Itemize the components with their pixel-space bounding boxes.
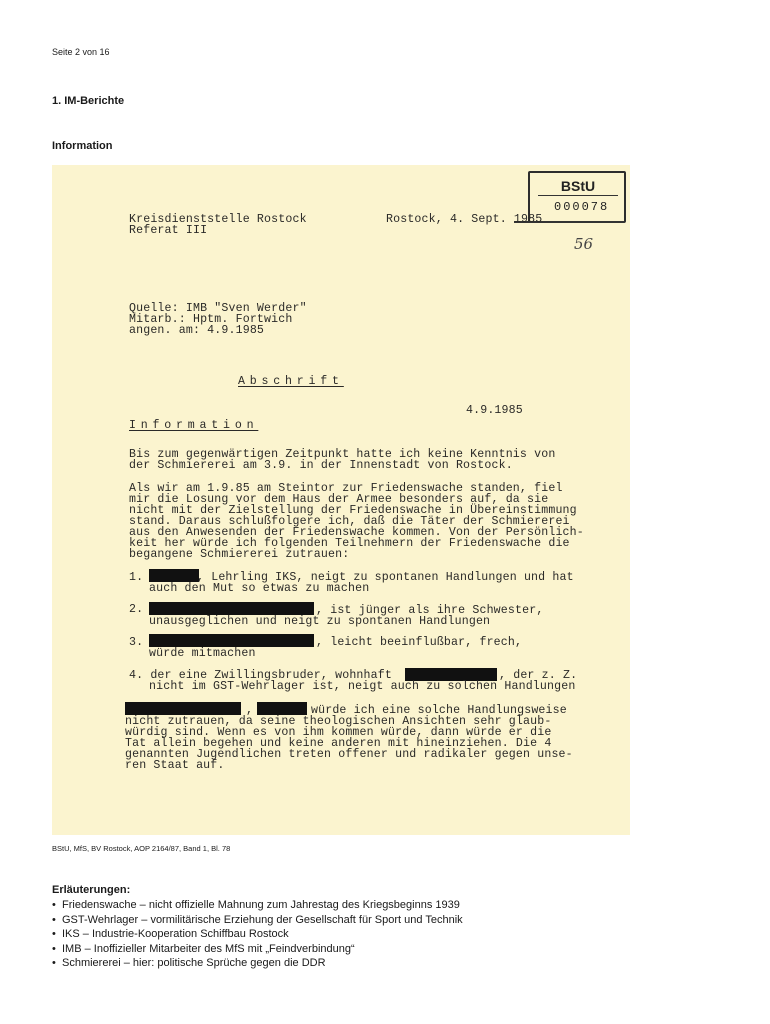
item2-text: unausgeglichen und neigt zu spontanen Handlungen: [149, 615, 491, 628]
item3-number: 3.: [129, 636, 144, 649]
list-item: • Friedenswache – nicht offizielle Mahnung zum Jahrestag des Kriegsbeginns 1939: [52, 898, 463, 913]
item2-text: , ist jünger als ihre Schwester,: [316, 604, 544, 617]
item3-text: würde mitmachen: [149, 647, 256, 660]
para3-line: genannten Jugendlichen treten offener und radikaler gegen unse-: [125, 748, 573, 761]
source-line-2: Mitarb.: Hptm. Fortwich: [129, 313, 293, 326]
list-item: • GST-Wehrlager – vormilitärische Erziehung der Gesellschaft für Sport und Technik: [52, 913, 463, 928]
page-number: Seite 2 von 16: [52, 47, 110, 57]
redaction-bar: [257, 702, 307, 715]
para1-line: Bis zum gegenwärtigen Zeitpunkt hatte ich keine Kenntnis von: [129, 448, 556, 461]
source-caption: BStU, MfS, BV Rostock, AOP 2164/87, Band 1, Bl. 78: [52, 844, 231, 853]
item3-text: , leicht beeinflußbar, frech,: [316, 636, 523, 649]
copy-title: Abschrift: [238, 375, 344, 388]
redaction-bar: [149, 634, 314, 647]
para3-comma: ,: [246, 704, 254, 717]
para1-line: der Schmiererei am 3.9. in der Innenstadt von Rostock.: [129, 459, 513, 472]
para2-line: nicht mit der Zielstellung der Friedenswache in Übereinstimmung: [129, 504, 577, 517]
redaction-bar: [149, 569, 199, 582]
scanned-document: [52, 165, 630, 835]
para2-line: aus den Anwesenden der Friedenswache kommen. Von der Persönlich-: [129, 526, 584, 539]
info-title: Information: [129, 419, 259, 432]
office-line-1: Kreisdienststelle Rostock: [129, 213, 307, 226]
para3-line: nicht zutrauen, da seine theologischen Ansichten sehr glaub-: [125, 715, 552, 728]
date-right: 4.9.1985: [466, 404, 523, 417]
para2-line: Als wir am 1.9.85 am Steintor zur Friedenswache standen, fiel: [129, 482, 563, 495]
para3-line: würde ich eine solche Handlungsweise: [311, 704, 567, 717]
redaction-bar: [125, 702, 241, 715]
notes-title: Erläuterungen:: [52, 884, 131, 896]
stamp-number: 000078: [554, 200, 610, 214]
para2-line: begangene Schmiererei zutrauen:: [129, 548, 350, 561]
list-item: • IKS – Industrie-Kooperation Schiffbau Rostock: [52, 927, 463, 942]
item4-text: 4. der eine Zwillingsbruder, wohnhaft: [129, 669, 392, 682]
subsection-title: Information: [52, 140, 113, 152]
list-item: • Schmiererei – hier: politische Sprüche gegen die DDR: [52, 956, 463, 971]
item1-text: auch den Mut so etwas zu machen: [149, 582, 370, 595]
para2-line: keit her würde ich folgenden Teilnehmern der Friedenswache die: [129, 537, 570, 550]
para2-line: mir die Losung vor dem Haus der Armee besonders auf, da sie: [129, 493, 549, 506]
item4-text: , der z. Z.: [499, 669, 578, 682]
redaction-bar: [149, 602, 314, 615]
item1-text: , Lehrling IKS, neigt zu spontanen Handlungen und hat: [197, 571, 574, 584]
notes-list: [52, 898, 463, 971]
para2-line: stand. Daraus schlußfolgere ich, daß die Täter der Schmiererei: [129, 515, 570, 528]
archive-stamp: [528, 171, 626, 223]
para3-line: würdig sind. Wenn es von ihm kommen würde, dann würde er die: [125, 726, 552, 739]
handwritten-page-number: 56: [574, 235, 594, 253]
source-line-3: angen. am: 4.9.1985: [129, 324, 265, 337]
place-date: Rostock, 4. Sept. 1985: [386, 213, 543, 226]
office-line-2: Referat III: [129, 224, 208, 237]
item1-number: 1.: [129, 571, 144, 584]
source-line-1: Quelle: IMB "Sven Werder": [129, 302, 307, 315]
section-title: 1. IM-Berichte: [52, 95, 125, 107]
stamp-label: BStU: [538, 178, 618, 196]
para3-line: Tat allein begehen und keine anderen mit hineinziehen. Die 4: [125, 737, 552, 750]
item2-number: 2.: [129, 603, 144, 616]
list-item: • IMB – Inoffizieller Mitarbeiter des MfS mit „Feindverbindung“: [52, 942, 463, 957]
item4-text: nicht im GST-Wehrlager ist, neigt auch zu solchen Handlungen: [149, 680, 576, 693]
para3-line: ren Staat auf.: [125, 759, 225, 772]
